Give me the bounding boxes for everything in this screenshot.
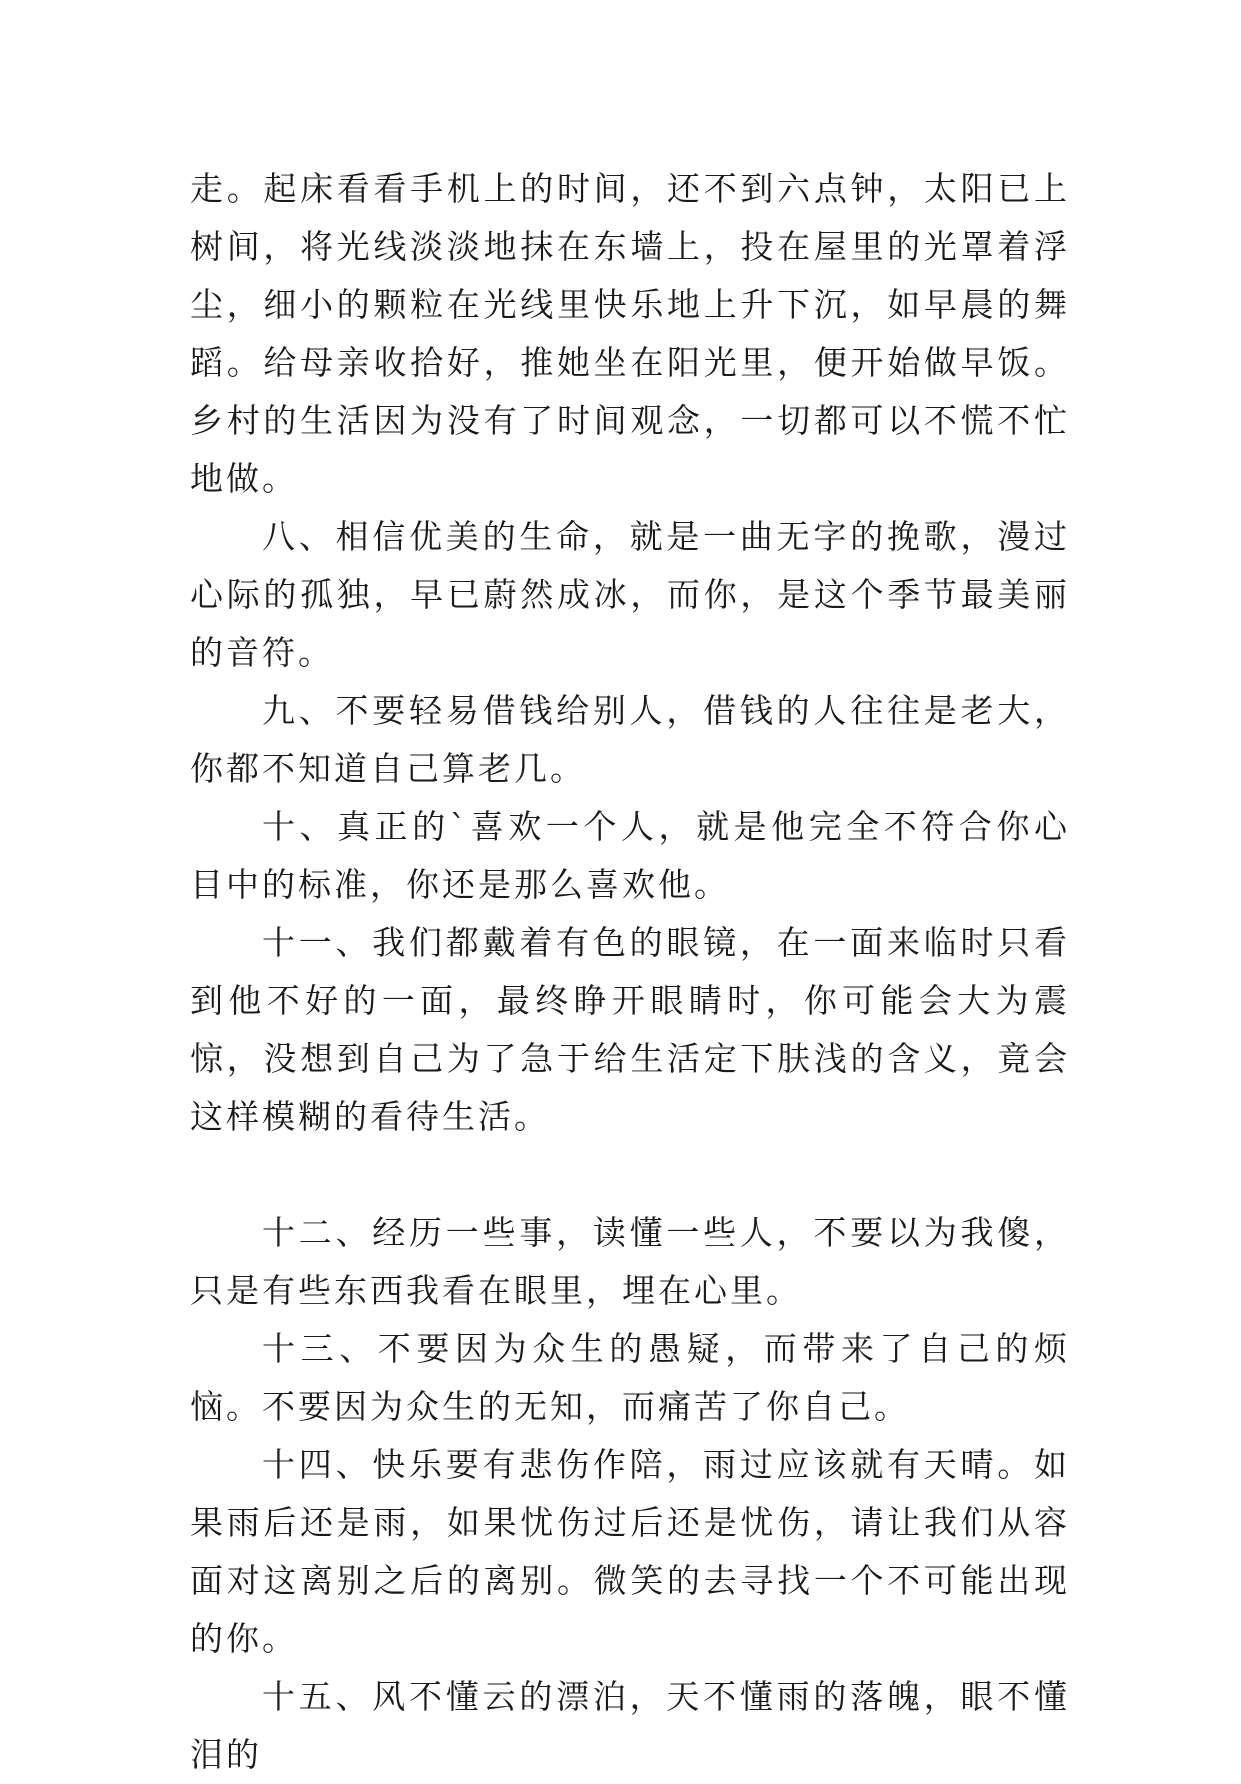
- paragraph-spacer: [190, 1146, 1070, 1204]
- paragraph-10: 十、真正的`喜欢一个人，就是他完全不符合你心目中的标准，你还是那么喜欢他。: [190, 807, 1070, 904]
- paragraph-15: 十五、风不懂云的漂泊，天不懂雨的落魄，眼不懂泪的: [190, 1677, 1070, 1774]
- paragraph-13: 十三、不要因为众生的愚疑，而带来了自己的烦恼。不要因为众生的无知，而痛苦了你自己。: [190, 1329, 1070, 1426]
- paragraph-8: 八、相信优美的生命，就是一曲无字的挽歌，漫过心际的孤独，早已蔚然成冰，而你，是这个季节最美丽的音符。: [190, 517, 1070, 672]
- paragraph-9: 九、不要轻易借钱给别人，借钱的人往往是老大，你都不知道自己算老几。: [190, 691, 1070, 788]
- paragraph-12: 十二、经历一些事，读懂一些人，不要以为我傻，只是有些东西我看在眼里，埋在心里。: [190, 1213, 1070, 1310]
- document-body: [190, 160, 1070, 1784]
- paragraph-14: 十四、快乐要有悲伤作陪，雨过应该就有天晴。如果雨后还是雨，如果忧伤过后还是忧伤，请让我们从容面对这离别之后的离别。微笑的去寻找一个不可能出现的你。: [190, 1445, 1070, 1658]
- paragraph-continuation: 走。起床看看手机上的时间，还不到六点钟，太阳已上树间，将光线淡淡地抹在东墙上，投在屋里的光罩着浮尘，细小的颗粒在光线里快乐地上升下沉，如早晨的舞蹈。给母亲收拾好，推她坐在阳光里，便开始做早饭。乡村的生活因为没有了时间观念，一切都可以不慌不忙地做。: [190, 169, 1070, 498]
- paragraph-11: 十一、我们都戴着有色的眼镜，在一面来临时只看到他不好的一面，最终睁开眼睛时，你可能会大为震惊，没想到自己为了急于给生活定下肤浅的含义，竟会这样模糊的看待生活。: [190, 923, 1070, 1136]
